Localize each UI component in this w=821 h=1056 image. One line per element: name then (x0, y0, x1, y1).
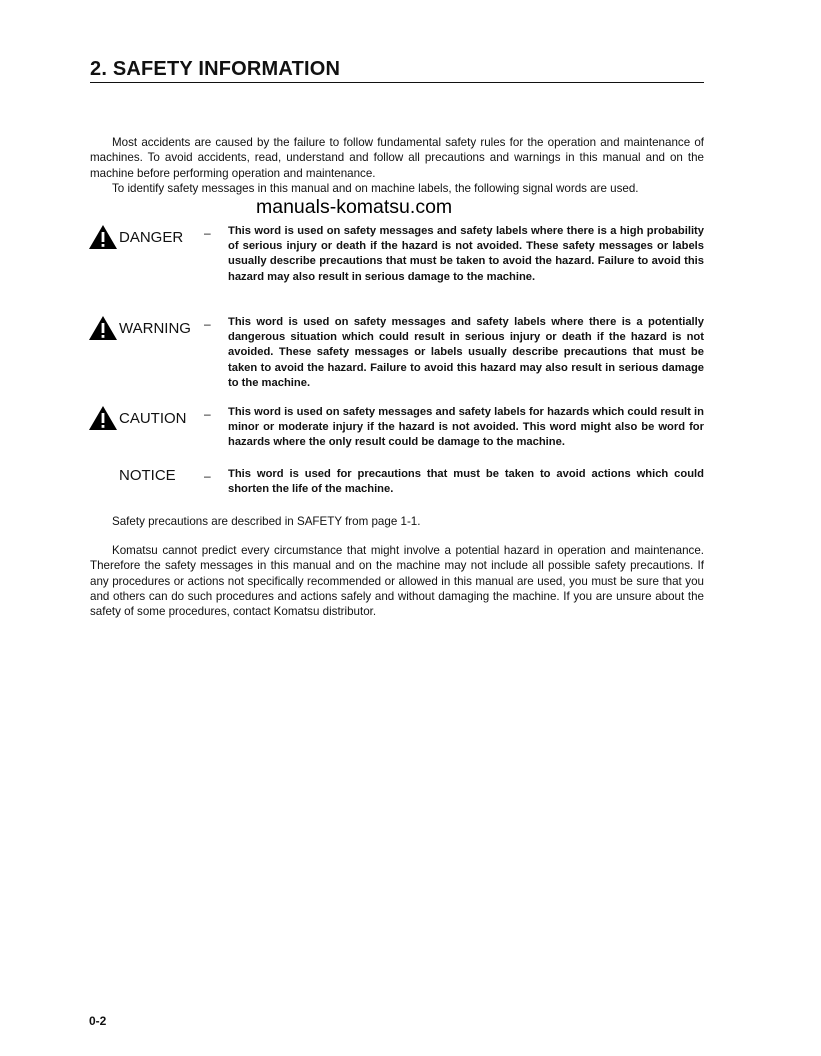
warning-triangle-icon (88, 315, 118, 341)
signal-word: CAUTION (119, 409, 187, 427)
signal-label-caution (88, 405, 187, 431)
watermark-text: manuals-komatsu.com (256, 196, 453, 218)
intro-paragraph: Most accidents are caused by the failure to follow fundamental safety rules for the operation and maintenance of machines. To avoid accidents, read, understand and follow all precautions and warnings in this manual and on the machine before performing operation and maintenance. (90, 136, 704, 180)
separator-dash: – (204, 469, 211, 483)
signal-label-danger (88, 224, 183, 250)
disclaimer-paragraph: Komatsu cannot predict every circumstance that might involve a potential hazard in operation and maintenance. Therefore the safety messages in this manual and on the machine may not include all possible safety precautions. If any procedures or actions not specifically recommended or allowed in this manual are used, you must be sure that you and others can do such procedures and actions safely and without damaging the machine. If you are unsure about the safety of some procedures, contact Komatsu distributor. (90, 544, 704, 619)
signal-description: This word is used on safety messages and safety labels where there is a high probability of serious injury or death if the hazard is not avoided. These safety messages or labels usually describe precautions that must be taken to avoid the hazard. Failure to avoid this hazard may also result in serious damage to the machine. (228, 225, 704, 283)
signal-description: This word is used on safety messages and safety labels where there is a potentially dangerous situation which could result in serious injury or death if the hazard is not avoided. These safety messages or labels usually describe precautions that must be taken to avoid the hazard. Failure to avoid this hazard may also result in serious damage to the machine. (228, 316, 704, 389)
signal-word: NOTICE (119, 467, 176, 484)
separator-dash: – (204, 226, 211, 240)
separator-dash: – (204, 407, 211, 421)
warning-triangle-icon (88, 224, 118, 250)
page-title: 2. SAFETY INFORMATION (90, 58, 341, 80)
intro-signal-words-paragraph: To identify safety messages in this manual and on machine labels, the following signal words are used. (112, 182, 639, 195)
signal-description: This word is used for precautions that must be taken to avoid actions which could shorten the life of the machine. (228, 468, 704, 496)
safety-reference-text: Safety precautions are described in SAFETY from page 1-1. (112, 515, 421, 528)
signal-label-warning (88, 315, 191, 341)
signal-word: WARNING (119, 319, 191, 337)
page-number: 0-2 (89, 1014, 107, 1028)
title-underline (90, 82, 704, 83)
separator-dash: – (204, 317, 211, 331)
signal-word: DANGER (119, 228, 184, 246)
warning-triangle-icon (88, 405, 118, 431)
signal-description: This word is used on safety messages and safety labels for hazards which could result in minor or moderate injury if the hazard is not avoided. This word might also be word for hazards where the only result could be damage to the machine. (228, 406, 704, 449)
